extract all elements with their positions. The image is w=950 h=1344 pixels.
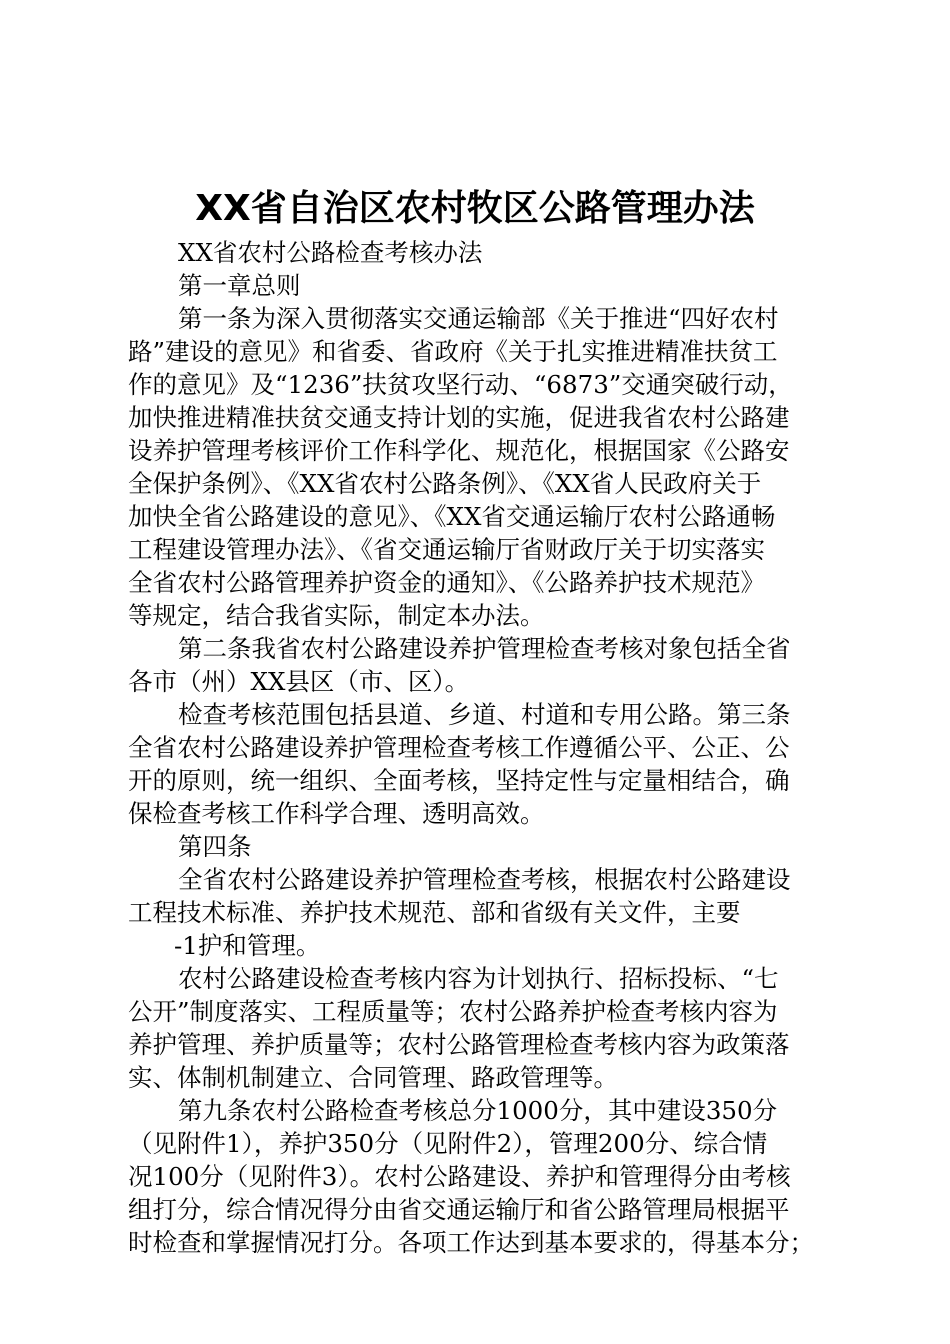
- paragraph-line: 公开”制度落实、工程质量等；农村公路养护检查考核内容为: [128, 997, 778, 1026]
- paragraph-line: 第一条为深入贯彻落实交通运输部《关于推进“四好农村: [178, 304, 779, 333]
- paragraph-line: 开的原则，统一组织、全面考核，坚持定性与定量相结合，确: [128, 766, 790, 795]
- paragraph-line: 农村公路建设检查考核内容为计划执行、招标投标、“七: [178, 964, 779, 993]
- paragraph-line: 各市（州）XX县区（市、区）。: [128, 667, 470, 696]
- chapter-heading: 第一章总则: [178, 271, 301, 300]
- paragraph-line: 保检查考核工作科学合理、透明高效。: [128, 799, 545, 828]
- paragraph-line: 全保护条例》、《XX省农村公路条例》、《XX省人民政府关于: [128, 469, 762, 498]
- paragraph-line: 工程技术标准、养护技术规范、部和省级有关文件，主要: [128, 898, 741, 927]
- paragraph-line: 工程建设管理办法》、《省交通运输厅省财政厅关于切实落实: [128, 535, 765, 564]
- paragraph-line: （见附件1），养护350分（见附件2），管理200分、综合情: [128, 1129, 768, 1158]
- paragraph-line: 组打分，综合情况得分由省交通运输厅和省公路管理局根据平: [128, 1195, 790, 1224]
- paragraph-line: 实、体制机制建立、合同管理、路政管理等。: [128, 1063, 618, 1092]
- paragraph-line: 全省农村公路建设养护管理检查考核工作遵循公平、公正、公: [128, 733, 790, 762]
- document-title: XX省自治区农村牧区公路管理办法: [195, 188, 755, 229]
- paragraph-line: 全省农村公路建设养护管理检查考核，根据农村公路建设: [178, 865, 791, 894]
- paragraph-line: 检查考核范围包括县道、乡道、村道和专用公路。第三条: [178, 700, 791, 729]
- paragraph-line: 路”建设的意见》和省委、省政府《关于扎实推进精准扶贫工: [128, 337, 778, 366]
- paragraph-line: 第二条我省农村公路建设养护管理检查考核对象包括全省: [178, 634, 791, 663]
- paragraph-line: 全省农村公路管理养护资金的通知》、《公路养护技术规范》: [128, 568, 765, 597]
- paragraph-line: 设养护管理考核评价工作科学化、规范化，根据国家《公路安: [128, 436, 790, 465]
- document-body: [128, 236, 838, 1259]
- subtitle-line: XX省农村公路检查考核办法: [178, 238, 483, 267]
- paragraph-line: 时检查和掌握情况打分。各项工作达到基本要求的，得基本分；: [128, 1228, 814, 1257]
- article-heading: 第四条: [178, 832, 252, 861]
- paragraph-line: -1护和管理。: [174, 931, 321, 960]
- paragraph-line: 养护管理、养护质量等；农村公路管理检查考核内容为政策落: [128, 1030, 790, 1059]
- paragraph-line: 加快全省公路建设的意见》、《XX省交通运输厅农村公路通畅: [128, 502, 776, 531]
- paragraph-line: 作的意见》及“1236”扶贫攻坚行动、“6873”交通突破行动，: [128, 370, 793, 399]
- paragraph-line: 况100分（见附件3）。农村公路建设、养护和管理得分由考核: [128, 1162, 791, 1191]
- paragraph-line: 等规定，结合我省实际，制定本办法。: [128, 601, 545, 630]
- paragraph-line: 第九条农村公路检查考核总分1000分，其中建设350分: [178, 1096, 778, 1125]
- paragraph-line: 加快推进精准扶贫交通支持计划的实施，促进我省农村公路建: [128, 403, 790, 432]
